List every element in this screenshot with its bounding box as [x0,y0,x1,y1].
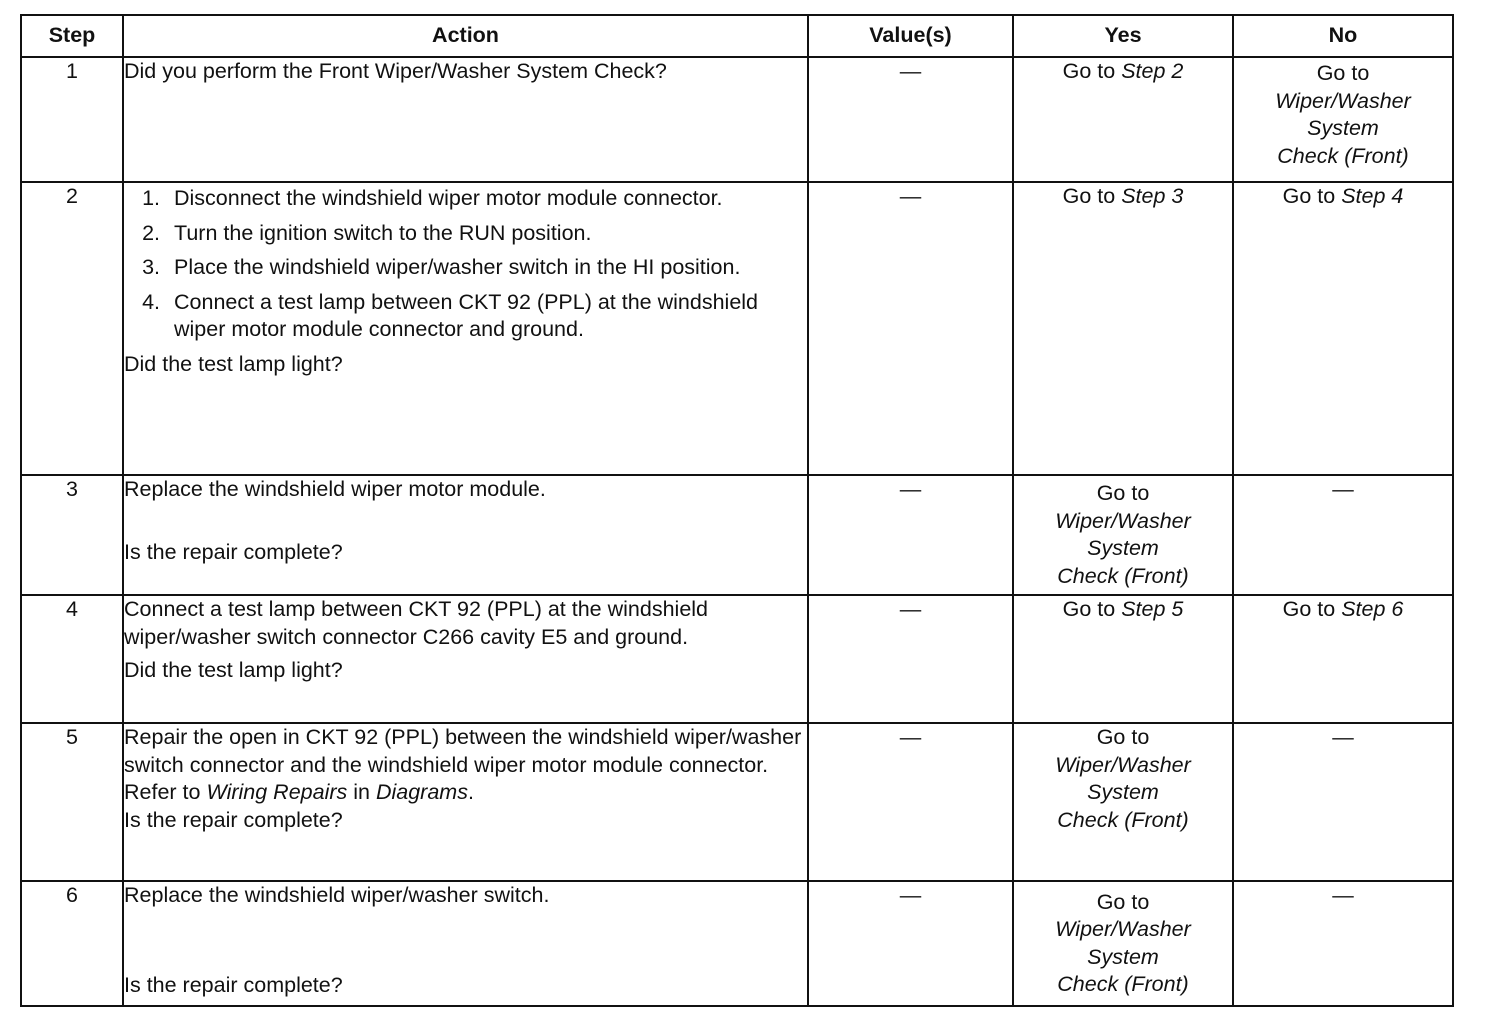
action-steps-list [124,185,807,344]
step-number: 5 [21,723,123,881]
action-instruction: Replace the windshield wiper/washer switch. [124,883,550,907]
action-step-item: 2. Turn the ignition switch to the RUN position. [166,220,807,248]
no-target-link: Step 6 [1341,597,1404,621]
header-action: Action [123,15,808,57]
wiper-check-line3: Check (Front) [1057,972,1189,996]
table-row [21,57,1453,182]
yes-cell [1013,723,1233,881]
step-number: 2 [21,182,123,475]
step-number: 4 [21,595,123,723]
wiper-check-line2: System [1307,116,1379,140]
header-values: Value(s) [808,15,1013,57]
action-question: Did the test lamp light? [124,351,343,376]
yes-cell [1013,881,1233,1006]
go-to-text: Go to [1062,59,1116,83]
value-dash: — [808,595,1013,723]
step-number: 3 [21,475,123,595]
no-target-link: Step 4 [1341,184,1404,208]
yes-cell [1013,182,1233,475]
action-step-item: 1. Disconnect the windshield wiper motor module connector. [166,185,807,213]
table-row [21,881,1453,1006]
no-dash: — [1233,475,1453,595]
action-question: Is the repair complete? [124,972,343,997]
action-cell [123,723,808,881]
go-to-text: Go to [1062,597,1116,621]
go-to-text: Go to [1282,184,1336,208]
value-dash: — [808,881,1013,1006]
wiper-check-line2: System [1087,536,1159,560]
no-cell [1233,182,1453,475]
instruction-end: . [467,780,474,804]
no-cell [1233,595,1453,723]
yes-target-link: Step 3 [1121,184,1184,208]
header-row [21,15,1453,57]
value-dash: — [808,723,1013,881]
value-dash: — [808,475,1013,595]
wiper-check-line1: Wiper/Washer [1055,508,1191,533]
action-question: Did you perform the Front Wiper/Washer System Check? [124,59,667,83]
go-to-text: Go to [1316,61,1370,85]
no-dash: — [1233,881,1453,1006]
wiper-check-line1: Wiper/Washer [1055,917,1191,941]
step-number: 6 [21,881,123,1006]
wiper-check-line3: Check (Front) [1057,807,1189,832]
step-number: 1 [21,57,123,182]
header-step: Step [21,15,123,57]
go-to-text: Go to [1282,597,1336,621]
action-question: Did the test lamp light? [124,658,343,682]
go-to-text: Go to [1096,725,1150,749]
go-to-text: Go to [1062,184,1116,208]
wiper-check-line2: System [1087,780,1159,804]
action-instruction: Connect a test lamp between CKT 92 (PPL) at the windshield wiper/washer switch connector C266 cavity E5 and ground. [124,597,709,649]
action-step-item: 4. Connect a test lamp between CKT 92 (PPL) at the windshield wiper motor module connector and ground. [166,289,807,344]
wiper-check-line2: System [1087,944,1159,969]
yes-target-link: Step 5 [1121,597,1184,621]
wiring-repairs-reference: Wiring Repairs [206,780,348,804]
diagnostic-table [20,14,1454,1007]
action-cell [123,182,808,475]
wiper-check-line3: Check (Front) [1277,143,1409,168]
header-no: No [1233,15,1453,57]
action-cell [123,475,808,595]
table-row [21,475,1453,595]
wiper-check-line1: Wiper/Washer [1055,752,1191,777]
action-cell [123,881,808,1006]
no-dash: — [1233,723,1453,881]
instruction-in: in [353,780,370,804]
action-cell [123,595,808,723]
yes-cell [1013,475,1233,595]
header-yes: Yes [1013,15,1233,57]
action-instruction: Replace the windshield wiper motor module. [124,477,546,501]
wiper-check-line1: Wiper/Washer [1275,88,1411,113]
table-row [21,182,1453,475]
no-cell [1233,57,1453,182]
yes-cell [1013,57,1233,182]
yes-cell [1013,595,1233,723]
table-row [21,595,1453,723]
go-to-text: Go to [1096,481,1150,505]
action-instruction [124,724,807,807]
wiper-check-line3: Check (Front) [1057,563,1189,588]
action-cell [123,57,808,182]
instruction-text: Repair the open in CKT 92 (PPL) between the windshield wiper/washer switch connector and the windshield wiper motor module connector. Refer to [124,725,802,804]
action-question: Is the repair complete? [124,539,343,564]
yes-target-link: Step 2 [1121,59,1184,83]
value-dash: — [808,182,1013,475]
go-to-text: Go to [1096,889,1150,914]
diagrams-reference: Diagrams [375,780,468,804]
table-row [21,723,1453,881]
action-question: Is the repair complete? [124,807,343,832]
value-dash: — [808,57,1013,182]
action-step-item: 3. Place the windshield wiper/washer switch in the HI position. [166,254,807,282]
